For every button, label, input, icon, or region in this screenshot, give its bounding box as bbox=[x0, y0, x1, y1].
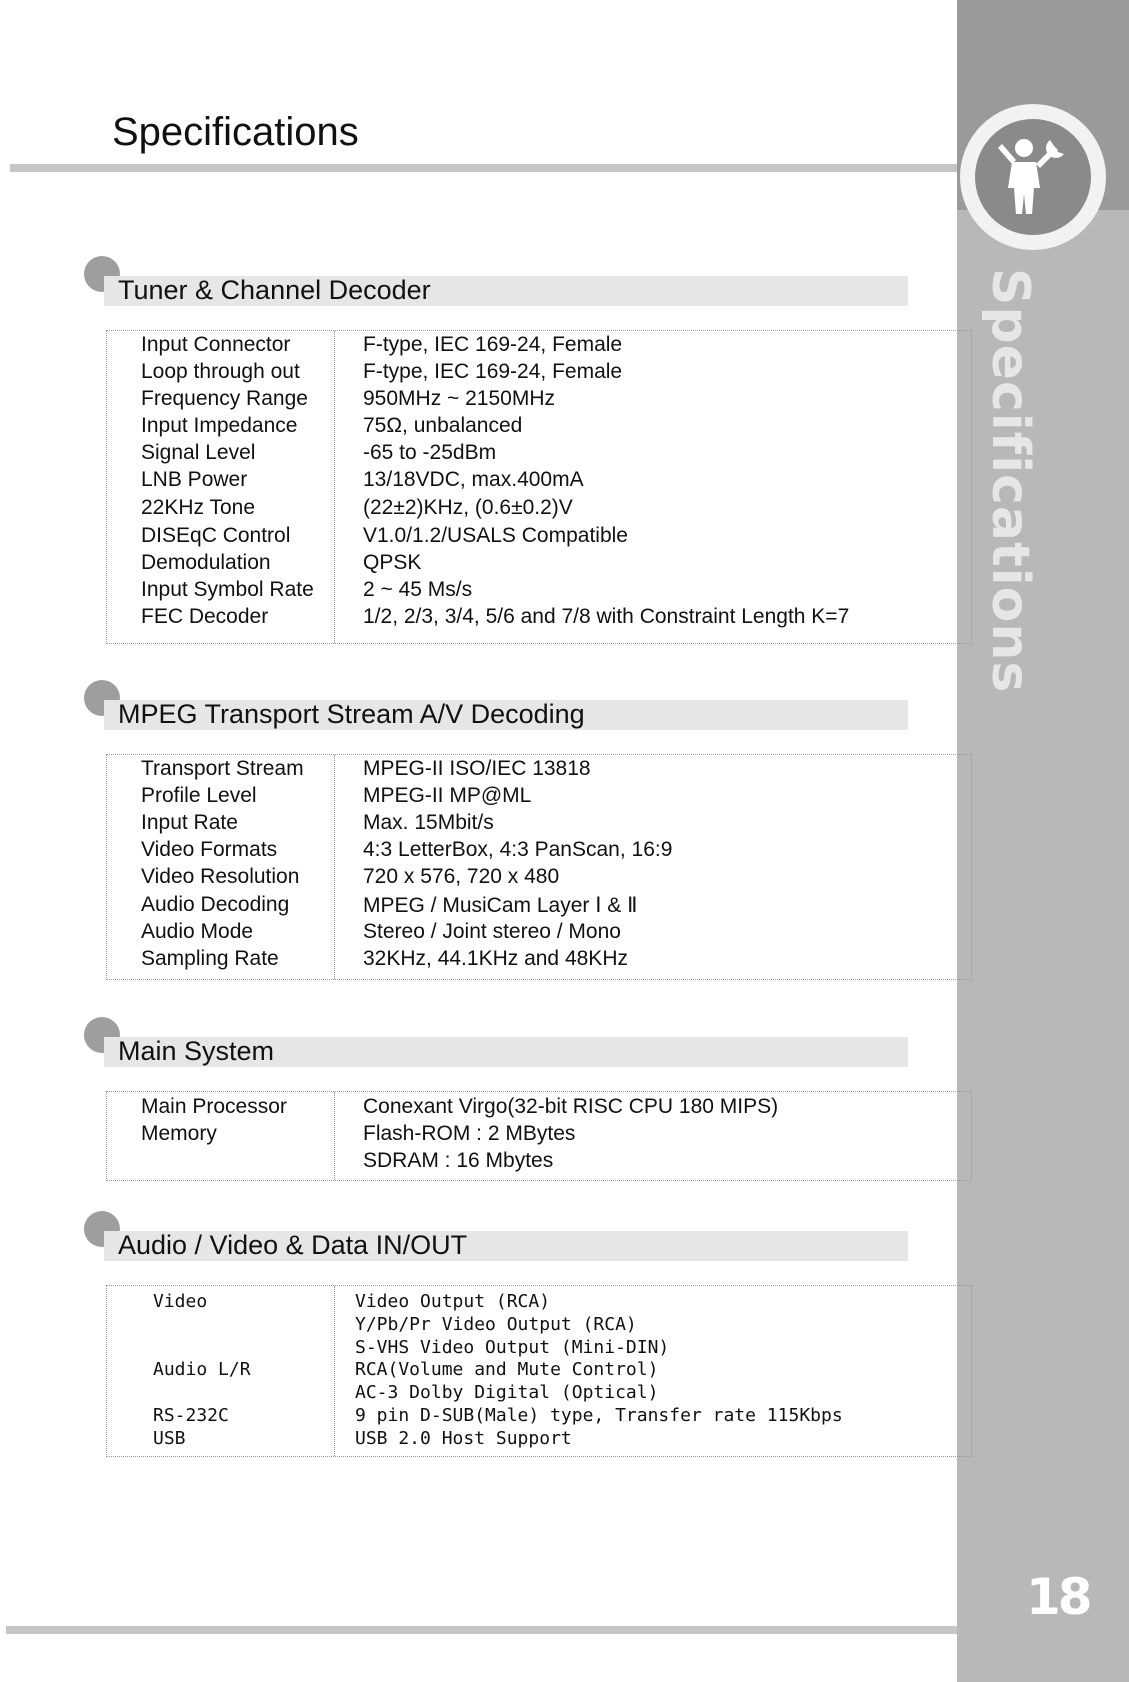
spec-value: 4:3 LetterBox, 4:3 PanScan, 16:9 bbox=[363, 838, 673, 861]
spec-value: USB 2.0 Host Support bbox=[355, 1428, 572, 1449]
spec-label: Signal Level bbox=[141, 441, 256, 464]
spec-label: RS-232C bbox=[153, 1405, 229, 1426]
spec-table-main-system bbox=[106, 1091, 972, 1181]
page-title: Specifications bbox=[112, 110, 359, 154]
spec-value: Video Output (RCA) bbox=[355, 1291, 551, 1312]
spec-label: Video bbox=[153, 1291, 208, 1312]
page-number: 18 bbox=[1026, 1568, 1090, 1626]
spec-label: DISEqC Control bbox=[141, 524, 291, 547]
spec-label: USB bbox=[153, 1428, 186, 1449]
spec-label: Profile Level bbox=[141, 784, 257, 807]
sidebar bbox=[957, 0, 1129, 1682]
spec-value: 1/2, 2/3, 3/4, 5/6 and 7/8 with Constraint Length K=7 bbox=[363, 605, 850, 628]
spec-table-mpeg bbox=[106, 754, 972, 980]
spec-label: Input Connector bbox=[141, 333, 291, 356]
spec-value: SDRAM : 16 Mbytes bbox=[363, 1149, 554, 1172]
spec-label: LNB Power bbox=[141, 468, 248, 491]
side-title: Specifications bbox=[980, 268, 1040, 694]
spec-value: 75Ω, unbalanced bbox=[363, 414, 523, 437]
spec-value: 9 pin D-SUB(Male) type, Transfer rate 115Kbps bbox=[355, 1405, 843, 1426]
spec-label: Main Processor bbox=[141, 1095, 287, 1118]
spec-value: Stereo / Joint stereo / Mono bbox=[363, 920, 621, 943]
spec-value: 720 x 576, 720 x 480 bbox=[363, 865, 560, 888]
spec-value: AC-3 Dolby Digital (Optical) bbox=[355, 1382, 659, 1403]
spec-label: Sampling Rate bbox=[141, 947, 279, 970]
spec-label: Transport Stream bbox=[141, 757, 304, 780]
spec-value: Max. 15Mbit/s bbox=[363, 811, 494, 834]
top-rule bbox=[10, 164, 957, 172]
spec-value: Flash-ROM : 2 MBytes bbox=[363, 1122, 576, 1145]
spec-label: FEC Decoder bbox=[141, 605, 269, 628]
section-title-av-io: Audio / Video & Data IN/OUT bbox=[118, 1230, 468, 1260]
spec-value: 2 ~ 45 Ms/s bbox=[363, 578, 473, 601]
column-divider bbox=[334, 1092, 335, 1180]
section-title-main-system: Main System bbox=[118, 1036, 275, 1066]
spec-value: F-type, IEC 169-24, Female bbox=[363, 360, 623, 383]
spec-value: 950MHz ~ 2150MHz bbox=[363, 387, 556, 410]
spec-value: Conexant Virgo(32-bit RISC CPU 180 MIPS) bbox=[363, 1095, 779, 1118]
spec-value: 32KHz, 44.1KHz and 48KHz bbox=[363, 947, 628, 970]
spec-value: 13/18VDC, max.400mA bbox=[363, 468, 584, 491]
spec-value: V1.0/1.2/USALS Compatible bbox=[363, 524, 628, 547]
bottom-rule bbox=[6, 1626, 957, 1634]
spec-label: Frequency Range bbox=[141, 387, 308, 410]
column-divider bbox=[334, 1286, 335, 1456]
spec-table-tuner bbox=[106, 330, 972, 644]
spec-value: QPSK bbox=[363, 551, 422, 574]
column-divider bbox=[334, 331, 335, 643]
spec-value: F-type, IEC 169-24, Female bbox=[363, 333, 623, 356]
section-title-mpeg: MPEG Transport Stream A/V Decoding bbox=[118, 699, 585, 729]
spec-value: RCA(Volume and Mute Control) bbox=[355, 1359, 659, 1380]
spec-label: Video Formats bbox=[141, 838, 278, 861]
spec-value: MPEG / MusiCam Layer Ⅰ & Ⅱ bbox=[363, 894, 638, 917]
spec-value: Y/Pb/Pr Video Output (RCA) bbox=[355, 1314, 637, 1335]
spec-label: Input Symbol Rate bbox=[141, 578, 314, 601]
spec-value: MPEG-II ISO/IEC 13818 bbox=[363, 757, 591, 780]
spec-value: MPEG-II MP@ML bbox=[363, 784, 532, 807]
spec-label: Audio Mode bbox=[141, 920, 254, 943]
spec-value: S-VHS Video Output (Mini-DIN) bbox=[355, 1337, 670, 1358]
person-wrench-icon bbox=[990, 134, 1076, 220]
spec-label: Video Resolution bbox=[141, 865, 300, 888]
section-title-tuner: Tuner & Channel Decoder bbox=[118, 275, 431, 305]
spec-label: Audio L/R bbox=[153, 1359, 251, 1380]
spec-label: 22KHz Tone bbox=[141, 496, 256, 519]
spec-label: Input Impedance bbox=[141, 414, 298, 437]
spec-label: Memory bbox=[141, 1122, 217, 1145]
spec-label: Audio Decoding bbox=[141, 893, 290, 916]
spec-value: (22±2)KHz, (0.6±0.2)V bbox=[363, 496, 573, 519]
spec-value: -65 to -25dBm bbox=[363, 441, 497, 464]
column-divider bbox=[334, 755, 335, 979]
spec-label: Demodulation bbox=[141, 551, 271, 574]
spec-label: Loop through out bbox=[141, 360, 300, 383]
spec-label: Input Rate bbox=[141, 811, 238, 834]
spec-table-av-io bbox=[106, 1285, 972, 1457]
